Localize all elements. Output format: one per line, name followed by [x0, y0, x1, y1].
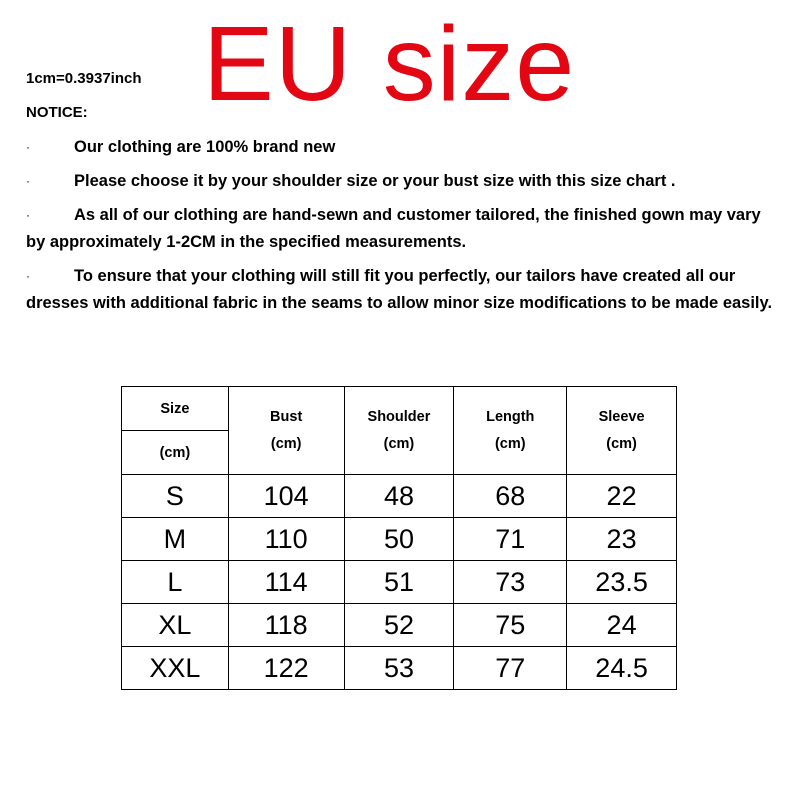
size-cell: XL [122, 604, 229, 647]
sleeve-cell: 24.5 [567, 647, 677, 690]
size-unit-header: (cm) [122, 431, 229, 475]
length-cell: 75 [454, 604, 567, 647]
notice-item [26, 263, 776, 317]
column-header-bust [228, 387, 344, 475]
table-header-row [122, 387, 677, 431]
bust-cell: 104 [228, 475, 344, 518]
size-cell: S [122, 475, 229, 518]
sleeve-cell: 22 [567, 475, 677, 518]
unit-conversion: 1cm=0.3937inch [26, 70, 142, 87]
table-row [122, 647, 677, 690]
column-header-length [454, 387, 567, 475]
column-header-unit: (cm) [270, 435, 302, 452]
shoulder-cell: 50 [344, 518, 454, 561]
notice-text: To ensure that your clothing will still fit you perfectly, our tailors have created all our dresses with additional fabric in the seams to allow minor size modifications to be made easily. [26, 267, 773, 312]
length-cell: 68 [454, 475, 567, 518]
bullet-icon: · [26, 140, 30, 154]
notice-text: Our clothing are 100% brand new [74, 138, 336, 156]
notice-label: NOTICE: [26, 104, 88, 121]
sleeve-cell: 24 [567, 604, 677, 647]
table-row [122, 561, 677, 604]
size-chart-table [121, 386, 677, 690]
size-header: Size [122, 387, 229, 431]
shoulder-cell: 52 [344, 604, 454, 647]
sleeve-cell: 23.5 [567, 561, 677, 604]
table-row [122, 604, 677, 647]
sleeve-cell: 23 [567, 518, 677, 561]
column-header-unit: (cm) [494, 435, 526, 452]
table-row [122, 518, 677, 561]
shoulder-cell: 53 [344, 647, 454, 690]
size-cell: L [122, 561, 229, 604]
size-cell: M [122, 518, 229, 561]
length-cell: 77 [454, 647, 567, 690]
column-header-shoulder [344, 387, 454, 475]
column-header-sleeve [567, 387, 677, 475]
bullet-icon: · [26, 208, 30, 222]
bust-cell: 122 [228, 647, 344, 690]
bullet-icon: · [26, 269, 30, 283]
shoulder-cell: 51 [344, 561, 454, 604]
shoulder-cell: 48 [344, 475, 454, 518]
page-title: EU size [203, 5, 576, 123]
size-cell: XXL [122, 647, 229, 690]
notice-text: As all of our clothing are hand-sewn and customer tailored, the finished gown may vary by approximately 1-2CM in the specified measurements. [26, 206, 761, 251]
column-header-label: Shoulder [367, 408, 431, 425]
column-header-unit: (cm) [383, 435, 415, 452]
bust-cell: 110 [228, 518, 344, 561]
notice-item [26, 202, 776, 256]
column-header-unit: (cm) [606, 435, 637, 452]
bust-cell: 118 [228, 604, 344, 647]
length-cell: 73 [454, 561, 567, 604]
notice-item [26, 168, 776, 195]
bust-cell: 114 [228, 561, 344, 604]
column-header-label: Length [486, 408, 535, 425]
column-header-label: Bust [270, 408, 303, 425]
notice-text: Please choose it by your shoulder size or your bust size with this size chart . [74, 172, 676, 190]
column-header-label: Sleeve [598, 408, 645, 425]
table-row [122, 475, 677, 518]
notice-item [26, 134, 776, 161]
bullet-icon: · [26, 174, 30, 188]
length-cell: 71 [454, 518, 567, 561]
